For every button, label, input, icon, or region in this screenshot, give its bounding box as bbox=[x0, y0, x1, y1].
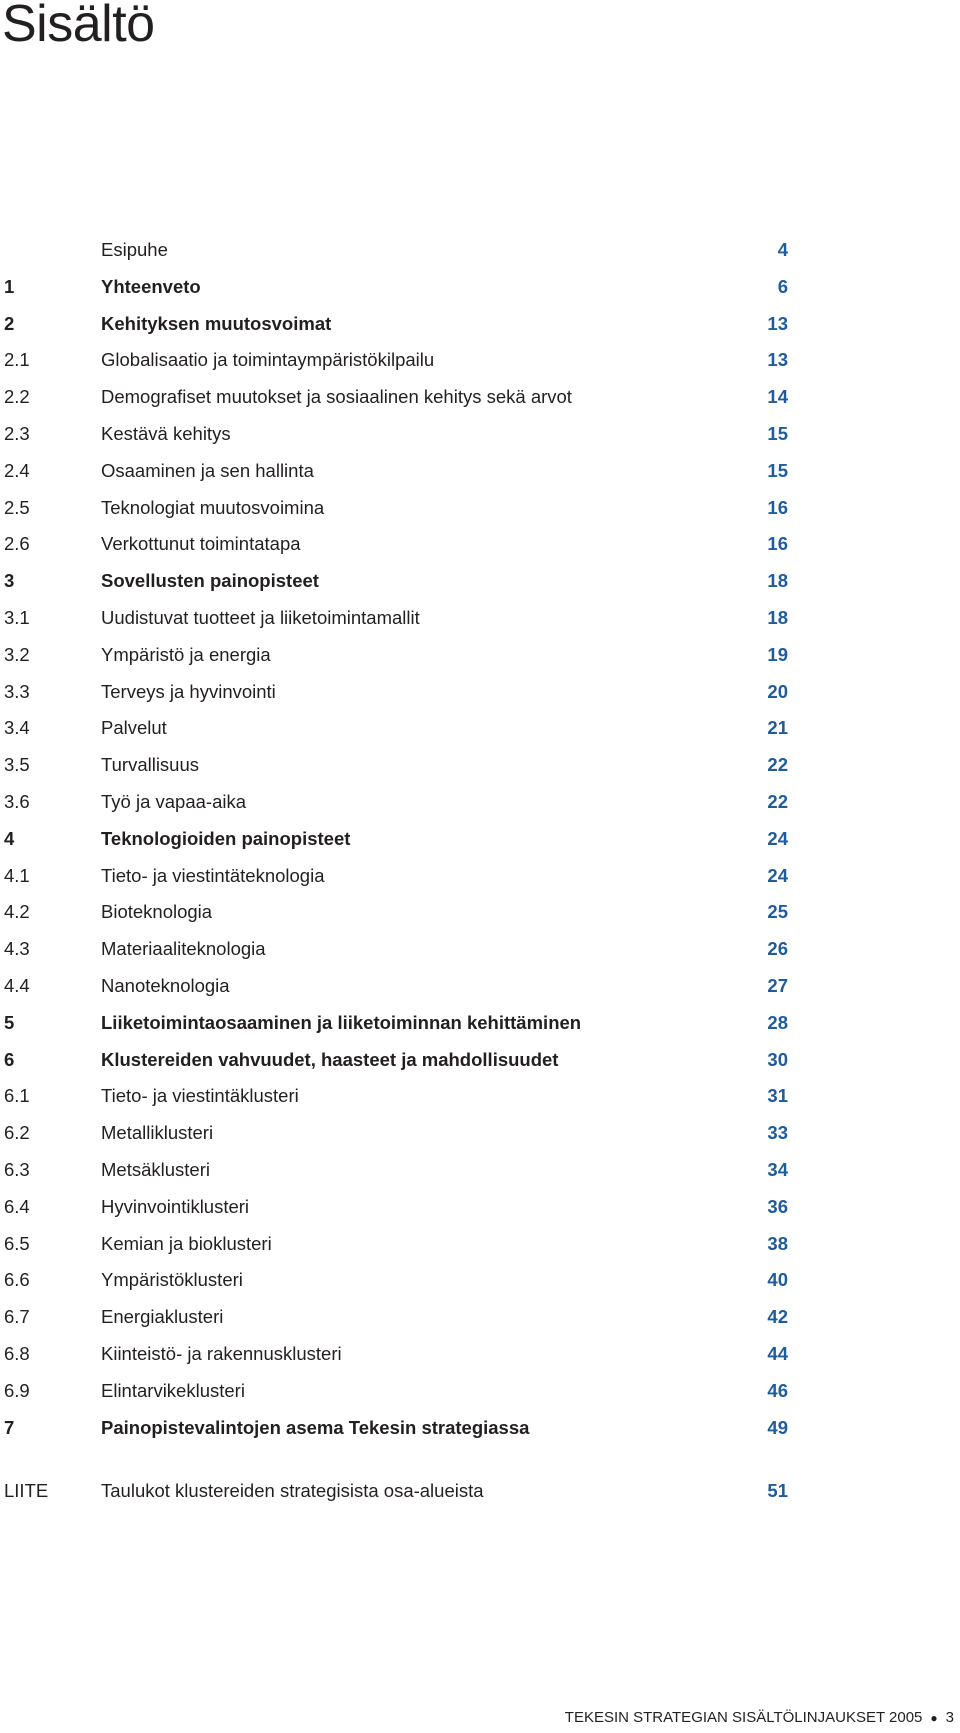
toc-entry-page: 15 bbox=[767, 459, 788, 481]
toc-row[interactable] bbox=[0, 931, 800, 968]
toc-row[interactable] bbox=[0, 894, 800, 931]
toc-entry-page: 34 bbox=[767, 1158, 788, 1180]
toc-entry-title: Globalisaatio ja toimintaympäristökilpailu bbox=[101, 349, 435, 371]
toc-entry-number: 2.3 bbox=[4, 422, 30, 444]
toc-row[interactable] bbox=[0, 232, 800, 269]
toc-entry-page: 18 bbox=[767, 606, 788, 628]
toc-entry-page: 49 bbox=[767, 1416, 788, 1438]
toc-entry-number: 5 bbox=[4, 1011, 15, 1033]
toc-entry-page: 4 bbox=[777, 239, 788, 260]
page-title: Sisältö bbox=[2, 0, 155, 53]
toc-entry-title: Uudistuvat tuotteet ja liiketoimintamallit bbox=[101, 606, 420, 628]
toc-entry-number: 2.4 bbox=[4, 459, 30, 481]
toc-entry-number: 2.2 bbox=[4, 386, 30, 408]
toc-entry-page: 38 bbox=[767, 1232, 788, 1254]
toc-entry-number: 3.5 bbox=[4, 754, 30, 776]
toc-entry-number: 4 bbox=[4, 827, 15, 849]
toc-entry-page: 15 bbox=[767, 422, 788, 444]
toc-entry-page: 46 bbox=[767, 1379, 788, 1401]
page-footer bbox=[565, 1709, 954, 1726]
toc-entry-title: Sovellusten painopisteet bbox=[101, 570, 319, 592]
toc-row[interactable] bbox=[0, 1262, 800, 1299]
toc-entry-page: 14 bbox=[767, 386, 788, 408]
toc-entry-page: 27 bbox=[767, 974, 788, 996]
toc-entry-number: 2.1 bbox=[4, 349, 30, 371]
toc-row[interactable] bbox=[0, 1410, 800, 1447]
toc-entry-title: Hyvinvointiklusteri bbox=[101, 1195, 250, 1217]
toc-entry-title: Tieto- ja viestintäklusteri bbox=[101, 1085, 299, 1107]
toc-entry-title: Osaaminen ja sen hallinta bbox=[101, 459, 314, 481]
toc-entry-number: 3.4 bbox=[4, 717, 30, 739]
toc-entry-page: 13 bbox=[767, 349, 788, 371]
toc-entry-page: 24 bbox=[767, 864, 788, 886]
toc-row[interactable] bbox=[0, 637, 800, 674]
toc-entry-title: Taulukot klustereiden strategisista osa-alueista bbox=[101, 1480, 484, 1501]
toc-entry-page: 31 bbox=[767, 1085, 788, 1107]
toc-entry-title: Ympäristö ja energia bbox=[101, 643, 271, 665]
toc-row[interactable] bbox=[0, 269, 800, 306]
toc-entry-page: 44 bbox=[767, 1342, 788, 1364]
toc-row[interactable] bbox=[0, 821, 800, 858]
toc-entry-number: 2 bbox=[4, 312, 15, 334]
toc-entry-number: 3.3 bbox=[4, 680, 30, 702]
toc-row[interactable] bbox=[0, 1336, 800, 1373]
toc-entry-page: 26 bbox=[767, 938, 788, 960]
toc-entry-title: Kemian ja bioklusteri bbox=[101, 1232, 272, 1254]
toc-entry-number: 6.5 bbox=[4, 1232, 30, 1254]
toc-entry-number: 6.7 bbox=[4, 1306, 30, 1328]
toc-row[interactable] bbox=[0, 1299, 800, 1336]
toc-row[interactable] bbox=[0, 1042, 800, 1079]
toc-entry-title: Demografiset muutokset ja sosiaalinen kehitys sekä arvot bbox=[101, 386, 572, 408]
toc-row[interactable] bbox=[0, 379, 800, 416]
toc-entry-number: 3.6 bbox=[4, 790, 30, 812]
toc-entry-number: 4.2 bbox=[4, 901, 30, 923]
toc-entry-title: Yhteenveto bbox=[101, 275, 201, 297]
toc-entry-title: Metalliklusteri bbox=[101, 1122, 214, 1144]
toc-row[interactable] bbox=[0, 600, 800, 637]
toc-row[interactable] bbox=[0, 1226, 800, 1263]
toc-row[interactable] bbox=[0, 1373, 800, 1410]
toc-row[interactable] bbox=[0, 858, 800, 895]
toc-row[interactable] bbox=[0, 453, 800, 490]
toc-entry-number: 6.4 bbox=[4, 1195, 30, 1217]
toc-row[interactable] bbox=[0, 1005, 800, 1042]
toc-row[interactable] bbox=[0, 710, 800, 747]
toc-row[interactable] bbox=[0, 968, 800, 1005]
toc-entry-title: Elintarvikeklusteri bbox=[101, 1379, 245, 1401]
toc-entry-page: 51 bbox=[767, 1480, 788, 1501]
footer-bullet: ● bbox=[930, 1711, 938, 1725]
toc-entry-title: Tieto- ja viestintäteknologia bbox=[101, 864, 325, 886]
toc-entry-number: 4.4 bbox=[4, 974, 30, 996]
toc-entry-page: 24 bbox=[767, 827, 788, 849]
toc-entry-page: 18 bbox=[767, 570, 788, 592]
toc-entry-page: 16 bbox=[767, 533, 788, 555]
toc-entry-title: Esipuhe bbox=[101, 239, 168, 260]
toc-row[interactable] bbox=[0, 1078, 800, 1115]
toc-entry-number: 1 bbox=[4, 275, 15, 297]
toc-entry-title: Työ ja vapaa-aika bbox=[101, 790, 247, 812]
toc-entry-title: Materiaaliteknologia bbox=[101, 938, 266, 960]
toc-entry-number: 6.8 bbox=[4, 1342, 30, 1364]
toc-entry-page: 16 bbox=[767, 496, 788, 518]
toc-row[interactable] bbox=[0, 747, 800, 784]
toc-entry-page: 42 bbox=[767, 1306, 788, 1328]
toc-entry-title: Painopistevalintojen asema Tekesin strategiassa bbox=[101, 1416, 530, 1438]
toc-row[interactable] bbox=[0, 416, 800, 453]
toc-entry-title: Teknologiat muutosvoimina bbox=[101, 496, 325, 518]
toc-entry-number: 6.9 bbox=[4, 1379, 30, 1401]
toc-entry-number: 2.5 bbox=[4, 496, 30, 518]
footer-text: TEKESIN STRATEGIAN SISÄLTÖLINJAUKSET 2005 bbox=[564, 1709, 923, 1726]
footer-page-number: 3 bbox=[945, 1709, 954, 1726]
toc-entry-page: 40 bbox=[767, 1269, 788, 1291]
toc-row[interactable] bbox=[0, 526, 800, 563]
toc-entry-title: Energiaklusteri bbox=[101, 1306, 224, 1328]
toc-entry-number: 6.1 bbox=[4, 1085, 30, 1107]
toc-row[interactable] bbox=[0, 674, 800, 711]
toc-entry-title: Kestävä kehitys bbox=[101, 422, 231, 444]
toc-entry-title: Nanoteknologia bbox=[101, 974, 230, 996]
toc-row[interactable] bbox=[0, 1115, 800, 1152]
toc-entry-page: 21 bbox=[767, 717, 788, 739]
toc-row-appendix[interactable] bbox=[0, 1473, 800, 1510]
toc-row[interactable] bbox=[0, 784, 800, 821]
toc-entry-number: LIITE bbox=[4, 1480, 49, 1501]
toc-entry-title: Terveys ja hyvinvointi bbox=[101, 680, 276, 702]
toc-entry-number: 4.1 bbox=[4, 864, 30, 886]
toc-entry-number: 3.2 bbox=[4, 643, 30, 665]
toc-entry-page: 13 bbox=[767, 312, 788, 334]
toc-entry-page: 30 bbox=[767, 1048, 788, 1070]
toc-entry-page: 20 bbox=[767, 680, 788, 702]
toc-entry-title: Liiketoimintaosaaminen ja liiketoiminnan kehittäminen bbox=[101, 1011, 582, 1033]
toc-entry-number: 3 bbox=[4, 570, 15, 592]
toc-entry-number: 4.3 bbox=[4, 938, 30, 960]
toc-entry-number: 6.3 bbox=[4, 1158, 30, 1180]
appendix-entry[interactable] bbox=[0, 1473, 800, 1510]
toc-entry-number: 6.2 bbox=[4, 1122, 30, 1144]
toc-entry-title: Klustereiden vahvuudet, haasteet ja mahdollisuudet bbox=[101, 1048, 559, 1070]
toc-entry-title: Metsäklusteri bbox=[101, 1158, 210, 1180]
toc-entry-page: 22 bbox=[767, 790, 788, 812]
toc-row[interactable] bbox=[0, 306, 800, 343]
toc-entry-title: Turvallisuus bbox=[101, 754, 200, 776]
toc-entry-page: 25 bbox=[767, 901, 788, 923]
toc-entry-title: Kiinteistö- ja rakennusklusteri bbox=[101, 1342, 342, 1364]
toc-row[interactable] bbox=[0, 490, 800, 527]
toc-row[interactable] bbox=[0, 342, 800, 379]
toc-entry-number: 7 bbox=[4, 1416, 15, 1438]
toc-entry-number: 6 bbox=[4, 1048, 15, 1070]
table-of-contents bbox=[0, 232, 800, 1446]
toc-entry-title: Kehityksen muutosvoimat bbox=[101, 312, 332, 334]
toc-entry-page: 19 bbox=[767, 643, 788, 665]
toc-entry-title: Ympäristöklusteri bbox=[101, 1269, 243, 1291]
toc-row[interactable] bbox=[0, 563, 800, 600]
toc-entry-number: 3.1 bbox=[4, 606, 30, 628]
toc-row[interactable] bbox=[0, 1189, 800, 1226]
toc-entry-page: 36 bbox=[767, 1195, 788, 1217]
toc-entry-title: Verkottunut toimintatapa bbox=[101, 533, 301, 555]
toc-entry-title: Bioteknologia bbox=[101, 901, 213, 923]
toc-entry-page: 33 bbox=[767, 1122, 788, 1144]
toc-entry-page: 22 bbox=[767, 754, 788, 776]
toc-entry-title: Palvelut bbox=[101, 717, 167, 739]
toc-entry-number: 6.6 bbox=[4, 1269, 30, 1291]
toc-entry-page: 28 bbox=[767, 1011, 788, 1033]
toc-entry-number: 2.6 bbox=[4, 533, 30, 555]
toc-entry-title: Teknologioiden painopisteet bbox=[101, 827, 351, 849]
toc-row[interactable] bbox=[0, 1152, 800, 1189]
toc-entry-page: 6 bbox=[777, 275, 788, 297]
